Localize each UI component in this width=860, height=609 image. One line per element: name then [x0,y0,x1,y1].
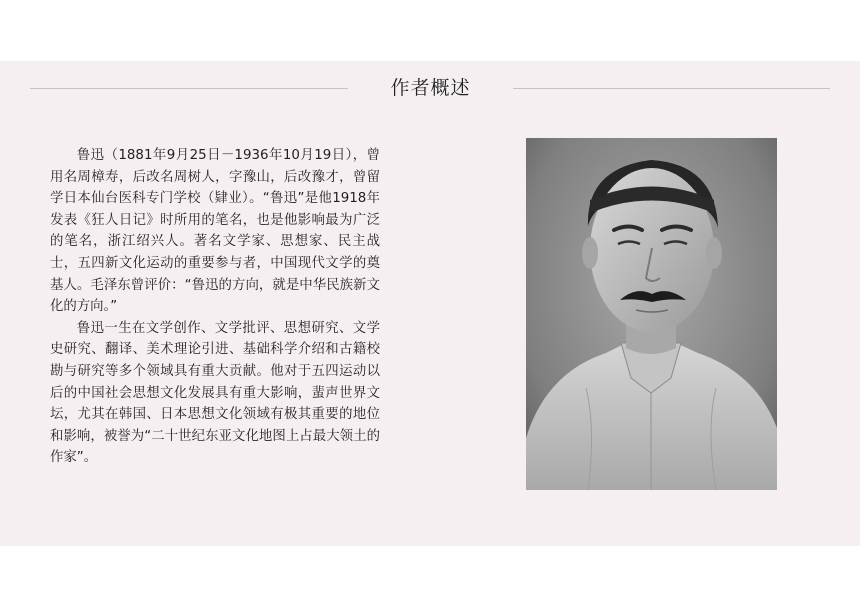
portrait-image [526,138,777,490]
slide [0,61,860,546]
title-divider-right [513,88,830,89]
author-portrait [526,138,777,490]
title-divider-left [30,88,348,89]
paragraph-contributions: 鲁迅一生在文学创作、文学批评、思想研究、文学史研究、翻译、美术理论引进、基础科学介绍和古籍校勘与研究等多个领域具有重大贡献。他对于五四运动以后的中国社会思想文化发展具有重大影响，蜚声世界文坛，尤其在韩国、日本思想文化领域有极其重要的地位和影响，被誉为“二十世纪东亚文化地图上占最大领土的作家”。 [50,320,380,466]
slide-title: 作者概述 [390,77,471,99]
paragraph-biography: 鲁迅（1881年9月25日－1936年10月19日），曾用名周樟寿，后改名周树人，字豫山，后改豫才，曾留学日本仙台医科专门学校（肄业）。“鲁迅”是他1918年发表《狂人日记》时所用的笔名，也是他影响最为广泛的笔名，浙江绍兴人。著名文学家、思想家、民主战士，五四新文化运动的重要参与者，中国现代文学的奠基人。毛泽东曾评价：“鲁迅的方向，就是中华民族新文化的方向。” [50,148,380,315]
author-summary-text [50,145,380,469]
